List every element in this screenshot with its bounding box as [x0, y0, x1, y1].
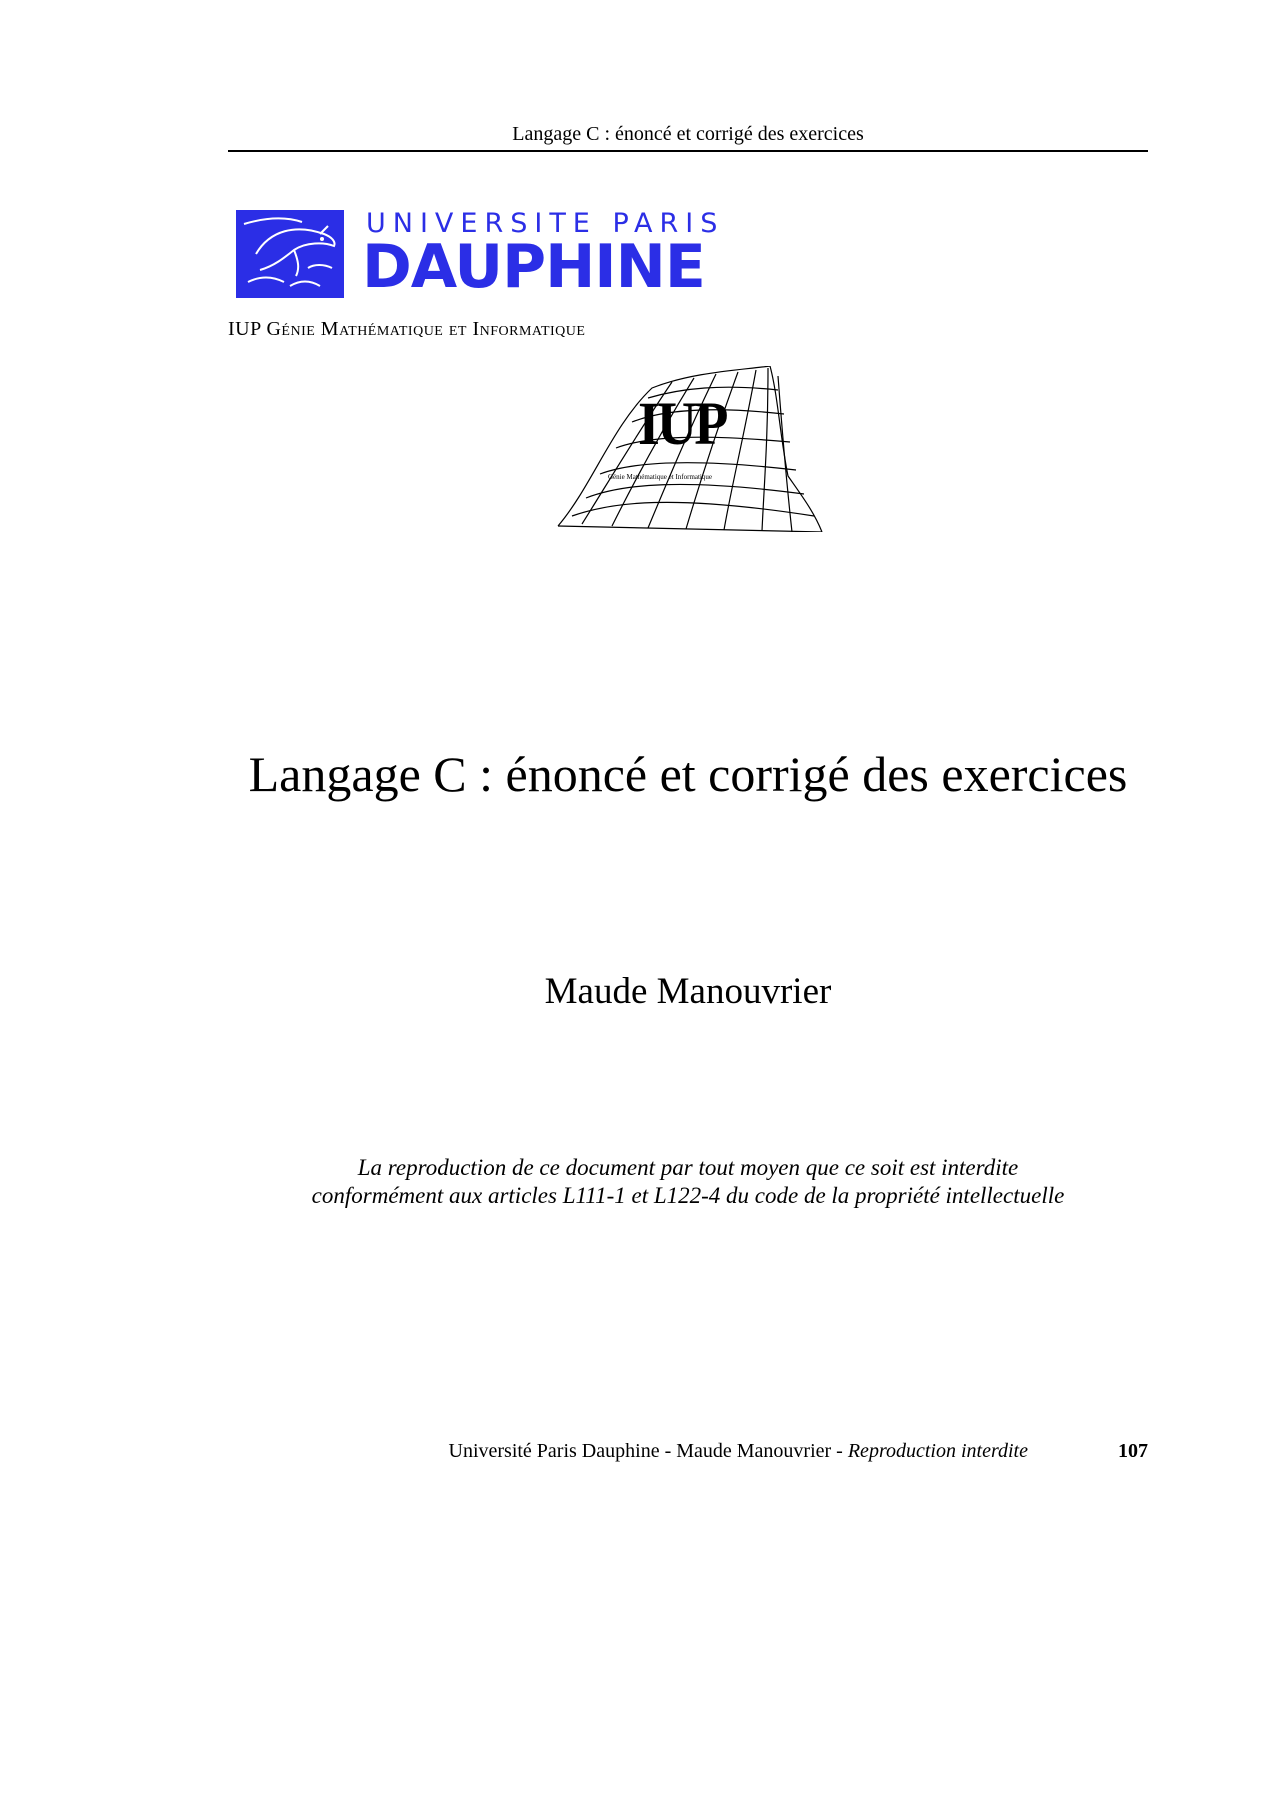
- notice-line-1: La reproduction de ce document par tout moyen que ce soit est interdite: [357, 1155, 1019, 1180]
- header-rule: [228, 150, 1148, 152]
- logo-dauphine: DAUPHINE: [362, 232, 705, 302]
- iup-caption: Génie Mathématique et Informatique: [608, 473, 712, 481]
- author-name: Maude Manouvrier: [544, 971, 832, 1012]
- footer-italic: Reproduction interdite: [847, 1440, 1028, 1462]
- iup-letters: IUP: [638, 389, 726, 459]
- copyright-notice: [228, 1154, 1148, 1210]
- iup-logo: [552, 366, 828, 532]
- document-title: Langage C : énoncé et corrigé des exercices: [248, 746, 1128, 802]
- page-number: 107: [1118, 1440, 1148, 1462]
- notice-line-2: conformément aux articles L111-1 et L122-4 du code de la propriété intellectuelle: [311, 1183, 1065, 1208]
- logo-university-paris: UNIVERSITE PARIS: [366, 208, 725, 239]
- dolphin-logo-icon: [236, 210, 344, 298]
- department-name: IUP Génie Mathématique et Informatique: [228, 318, 586, 340]
- page-footer: [228, 1437, 1148, 1465]
- running-header: Langage C : énoncé et corrigé des exercices: [512, 123, 864, 145]
- footer-text: [449, 1437, 1029, 1465]
- university-logo: [236, 204, 725, 302]
- footer-main: Université Paris Dauphine - Maude Manouvrier -: [448, 1440, 848, 1462]
